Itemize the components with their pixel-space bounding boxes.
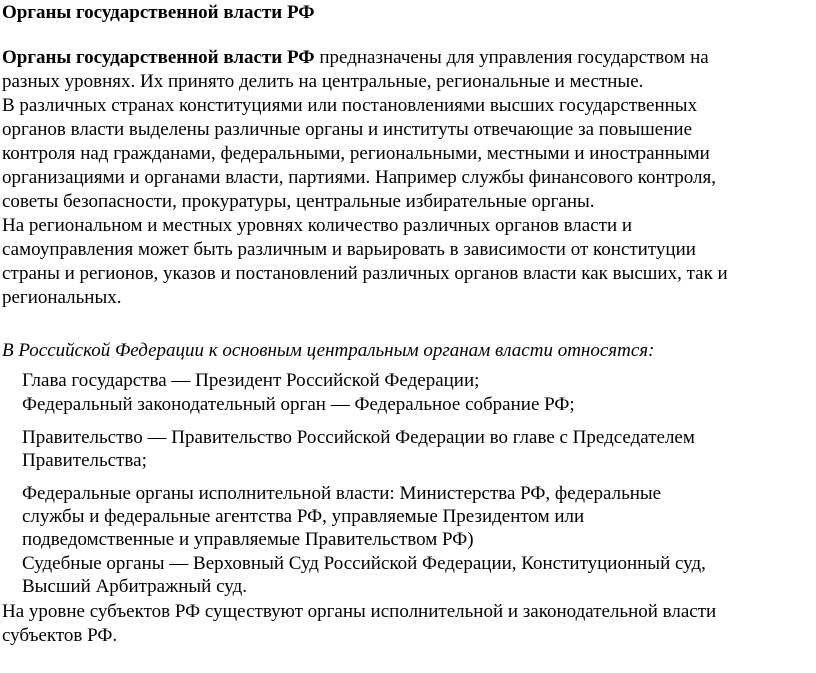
list-item-judicial-bodies (22, 552, 802, 598)
intro-line: На региональном и местных уровнях количество различных органов власти и (2, 215, 633, 236)
closing-line: На уровне субъектов РФ существуют органы исполнительной и законодательной власти (2, 601, 717, 622)
list-item-line: службы и федеральные агентства РФ, управляемые Президентом или (22, 506, 585, 527)
page-title: Органы государственной власти РФ (2, 2, 315, 23)
closing-line: субъектов РФ. (2, 625, 118, 646)
intro-line: организациями и органами власти, партиями. Например службы финансового контроля, (2, 167, 716, 188)
list-item-federal-assembly (22, 393, 802, 416)
list-item-line: Судебные органы — Верховный Суд Российской Федерации, Конституционный суд, (22, 553, 706, 574)
intro-line: В различных странах конституциями или постановлениями высших государственных (2, 95, 698, 116)
intro-paragraph (2, 46, 802, 310)
list-item-line: Федеральный законодательный орган — Федеральное собрание РФ; (22, 394, 575, 415)
list-item-executive-bodies (22, 482, 802, 551)
list-item-government (22, 426, 802, 472)
closing-paragraph (2, 600, 802, 648)
list-item-line: подведомственные и управляемые Правительством РФ) (22, 529, 474, 550)
intro-line: региональных. (2, 287, 122, 308)
intro-line (2, 46, 802, 70)
intro-line: советы безопасности, прокуратуры, центральные избирательные органы. (2, 191, 595, 212)
intro-line: контроля над гражданами, федеральными, региональными, местными и иностранными (2, 143, 710, 164)
list-item-line: Глава государства — Президент Российской Федерации; (22, 370, 480, 391)
list-item-president (22, 369, 802, 392)
list-item-line: Федеральные органы исполнительной власти: Министерства РФ, федеральные (22, 483, 662, 504)
intro-line: страны и регионов, указов и постановлений различных органов власти как высших, так и (2, 263, 728, 284)
intro-line: органов власти выделены различные органы и институты отвечающие за повышение (2, 119, 693, 140)
intro-line-rest: предназначены для управления государством на (314, 47, 709, 68)
intro-line: разных уровнях. Их принято делить на центральные, региональные и местные. (2, 71, 644, 92)
list-item-line: Правительства; (22, 450, 147, 471)
list-item-line: Высший Арбитражный суд. (22, 576, 247, 597)
intro-bold-lead: Органы государственной власти РФ (2, 47, 315, 68)
intro-line: самоуправления может быть различным и варьировать в зависимости от конституции (2, 239, 696, 260)
central-bodies-heading: В Российской Федерации к основным центральным органам власти относятся: (2, 340, 655, 361)
list-item-line: Правительство — Правительство Российской Федерации во главе с Председателем (22, 427, 695, 448)
